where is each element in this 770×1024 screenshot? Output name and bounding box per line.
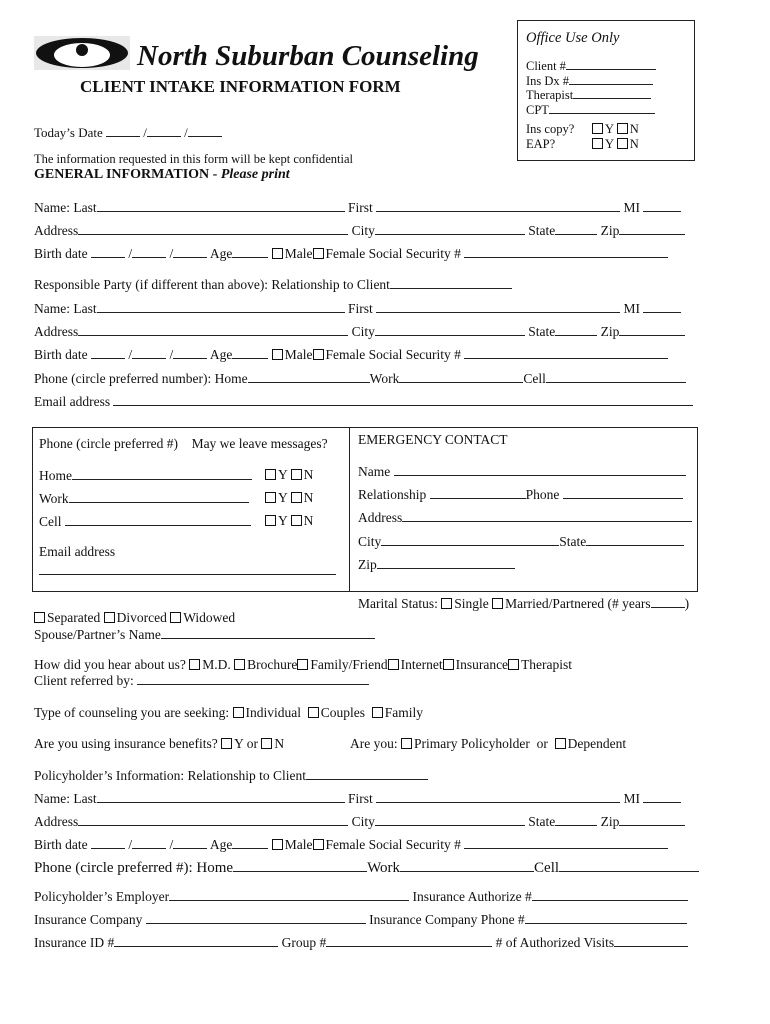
birth-month-field[interactable]: [91, 836, 125, 849]
emergency-city-field[interactable]: [381, 533, 559, 546]
male-label: Male: [284, 347, 313, 362]
spouse-label: Spouse/Partner’s Name: [34, 627, 161, 642]
client-birth-row: [34, 245, 668, 262]
insurance-id-field[interactable]: [114, 934, 278, 947]
office-use-title: Office Use Only: [526, 30, 620, 46]
work-message-no-checkbox[interactable]: [291, 492, 302, 503]
section-title: [34, 167, 290, 183]
primary-policyholder-label: Primary Policyholder: [414, 736, 530, 751]
birth-year-field[interactable]: [173, 836, 207, 849]
referred-by-label: Client referred by:: [34, 673, 134, 688]
birth-year-field[interactable]: [173, 245, 207, 258]
male-label: Male: [284, 837, 313, 852]
client-address-field[interactable]: [78, 222, 348, 235]
age-label: Age: [209, 837, 233, 852]
referral-internet-checkbox[interactable]: [388, 659, 399, 670]
yes-label: Y: [234, 736, 244, 751]
slash: /: [169, 246, 174, 261]
male-label: Male: [284, 246, 313, 261]
responsible-party-label: Responsible Party (if different than above): Relationship to Client: [34, 277, 390, 292]
close-paren: ): [684, 596, 690, 611]
name-last-label: Name: Last: [34, 791, 97, 806]
box-cell-phone-field[interactable]: [65, 513, 251, 526]
address-label: Address: [34, 223, 79, 238]
counseling-type-row: [34, 705, 423, 721]
ph-state-field[interactable]: [555, 813, 597, 826]
emergency-name-field[interactable]: [394, 463, 686, 476]
separated-checkbox[interactable]: [34, 612, 45, 623]
age-label: Age: [209, 347, 233, 362]
date-day-field[interactable]: [147, 124, 181, 137]
dependent-label: Dependent: [567, 736, 627, 751]
slash: /: [128, 246, 133, 261]
employer-field[interactable]: [169, 888, 409, 901]
single-label: Single: [454, 596, 489, 611]
home-label: Home: [39, 468, 72, 483]
name-label: Name: [358, 464, 391, 479]
eap-label: EAP?: [526, 137, 556, 151]
therapist-label: Therapist: [526, 88, 574, 102]
client-zip-field[interactable]: [619, 222, 685, 235]
org-name: North Suburban Counseling: [137, 40, 479, 72]
birth-day-field[interactable]: [132, 245, 166, 258]
ins-dx-field[interactable]: [569, 72, 653, 85]
resp-work-phone-field[interactable]: [399, 370, 523, 383]
address-label: Address: [34, 814, 79, 829]
cell-label: Cell: [534, 860, 560, 876]
resp-home-phone-field[interactable]: [248, 370, 370, 383]
eap-yes-checkbox[interactable]: [592, 138, 603, 149]
couples-checkbox[interactable]: [308, 707, 319, 718]
client-ssn-field[interactable]: [464, 245, 668, 258]
resp-phone-row: [34, 370, 686, 387]
emergency-relationship-field[interactable]: [430, 486, 526, 499]
cell-message-no-checkbox[interactable]: [291, 515, 302, 526]
insurance-company-row: [34, 911, 687, 928]
insurance-company-phone-label: Insurance Company Phone #: [369, 912, 525, 927]
policyholder-relationship-field[interactable]: [306, 767, 428, 780]
insurance-company-field[interactable]: [146, 911, 366, 924]
phone-box-title-row: [39, 436, 328, 452]
marital-status-row: [358, 595, 689, 612]
insurance-benefits-row: [34, 736, 284, 752]
cpt-field[interactable]: [549, 101, 655, 114]
resp-address-row: [34, 323, 685, 340]
client-name-row: [34, 199, 681, 216]
resp-email-field[interactable]: [113, 393, 693, 406]
address-label: Address: [358, 510, 403, 525]
box-home-phone-field[interactable]: [72, 467, 252, 480]
logo-eye-icon: [34, 36, 130, 70]
referral-insurance-label: Insurance: [455, 657, 509, 672]
city-label: City: [358, 534, 382, 549]
benefits-yes-checkbox[interactable]: [221, 738, 232, 749]
slash: /: [128, 837, 133, 852]
insurance-company-label: Insurance Company: [34, 912, 143, 927]
referral-insurance-checkbox[interactable]: [443, 659, 454, 670]
ph-birth-row: [34, 836, 668, 853]
group-label: Group #: [281, 935, 327, 950]
separated-label: Separated: [47, 610, 101, 625]
couples-label: Couples: [320, 705, 366, 720]
state-label: State: [528, 223, 556, 238]
zip-label: Zip: [600, 814, 620, 829]
emergency-contact-box: [350, 427, 698, 592]
resp-last-name-field[interactable]: [97, 300, 345, 313]
family-checkbox[interactable]: [372, 707, 383, 718]
work-label: Work: [39, 491, 69, 506]
work-label: Work: [369, 371, 400, 386]
therapist-field[interactable]: [573, 86, 651, 99]
first-label: First: [347, 301, 373, 316]
insurance-company-phone-field[interactable]: [525, 911, 687, 924]
or-label: or: [246, 736, 258, 751]
referral-internet-label: Internet: [400, 657, 443, 672]
referral-row: [34, 657, 572, 673]
female-checkbox[interactable]: [313, 248, 324, 259]
male-checkbox[interactable]: [272, 839, 283, 850]
resp-first-name-field[interactable]: [376, 300, 620, 313]
birth-date-label: Birth date: [34, 347, 88, 362]
marital-status-label: Marital Status:: [358, 596, 438, 611]
cpt-label: CPT: [526, 103, 549, 117]
emergency-phone-field[interactable]: [563, 486, 683, 499]
client-first-name-field[interactable]: [376, 199, 620, 212]
ssn-label: Social Security #: [368, 246, 461, 261]
ph-first-name-field[interactable]: [376, 790, 620, 803]
referral-therapist-checkbox[interactable]: [508, 659, 519, 670]
resp-email-row: [34, 393, 693, 410]
ins-copy-no-checkbox[interactable]: [617, 123, 628, 134]
primary-policyholder-checkbox[interactable]: [401, 738, 412, 749]
no-label: N: [274, 736, 285, 751]
birth-day-field[interactable]: [132, 346, 166, 359]
individual-label: Individual: [245, 705, 301, 720]
phone-circle-label: Phone (circle preferred number): Home: [34, 371, 248, 386]
no-label: N: [303, 490, 314, 505]
box-email-field[interactable]: [39, 562, 336, 575]
female-checkbox[interactable]: [313, 839, 324, 850]
ph-zip-field[interactable]: [619, 813, 685, 826]
insurance-id-label: Insurance ID #: [34, 935, 115, 950]
benefits-question: Are you using insurance benefits?: [34, 736, 218, 751]
form-title: CLIENT INTAKE INFORMATION FORM: [80, 77, 401, 96]
ph-phone-row: [34, 859, 699, 877]
employer-label: Policyholder’s Employer: [34, 889, 170, 904]
no-label: N: [629, 122, 639, 136]
box-work-phone-field[interactable]: [69, 490, 249, 503]
state-label: State: [559, 534, 587, 549]
zip-label: Zip: [358, 557, 377, 572]
client-state-field[interactable]: [555, 222, 597, 235]
first-label: First: [347, 791, 373, 806]
first-label: First: [347, 200, 373, 215]
yes-label: Y: [278, 467, 288, 482]
client-address-row: [34, 222, 685, 239]
resp-name-row: [34, 300, 681, 317]
are-you-label: Are you:: [350, 736, 398, 751]
mi-label: MI: [623, 791, 640, 806]
resp-zip-field[interactable]: [619, 323, 685, 336]
dependent-checkbox[interactable]: [555, 738, 566, 749]
work-label: Work: [367, 860, 401, 876]
referral-therapist-label: Therapist: [521, 657, 573, 672]
referral-question: How did you hear about us?: [34, 657, 186, 672]
name-last-label: Name: Last: [34, 200, 97, 215]
no-label: N: [303, 513, 314, 528]
yes-label: Y: [278, 513, 288, 528]
birth-year-field[interactable]: [173, 346, 207, 359]
resp-address-field[interactable]: [78, 323, 348, 336]
work-message-yes-checkbox[interactable]: [265, 492, 276, 503]
ssn-label: Social Security #: [368, 837, 461, 852]
ph-city-field[interactable]: [375, 813, 525, 826]
phone-box-title: Phone (circle preferred #): [39, 436, 179, 451]
responsible-relationship-field[interactable]: [390, 276, 512, 289]
ssn-label: Social Security #: [368, 347, 461, 362]
home-message-no-checkbox[interactable]: [291, 469, 302, 480]
widowed-label: Widowed: [183, 610, 236, 625]
cell-label: Cell: [523, 371, 546, 386]
or-label: or: [536, 736, 548, 751]
cell-message-yes-checkbox[interactable]: [265, 515, 276, 526]
resp-city-field[interactable]: [375, 323, 525, 336]
relationship-label: Relationship: [358, 487, 427, 502]
name-last-label: Name: Last: [34, 301, 97, 316]
birth-date-label: Birth date: [34, 246, 88, 261]
ph-mi-field[interactable]: [643, 790, 681, 803]
resp-age-field[interactable]: [232, 346, 268, 359]
mi-label: MI: [623, 301, 640, 316]
male-checkbox[interactable]: [272, 349, 283, 360]
date-month-field[interactable]: [106, 124, 140, 137]
ph-address-row: [34, 813, 685, 830]
married-label: Married/Partnered (# years: [505, 596, 651, 611]
phone-label: Phone: [525, 487, 560, 502]
are-you-row: [350, 736, 626, 752]
ph-name-row: [34, 790, 681, 807]
ph-last-name-field[interactable]: [97, 790, 345, 803]
ph-cell-phone-field[interactable]: [559, 859, 699, 872]
group-field[interactable]: [326, 934, 492, 947]
single-checkbox[interactable]: [441, 598, 452, 609]
counseling-question: Type of counseling you are seeking:: [34, 705, 230, 720]
referred-by-field[interactable]: [137, 672, 369, 685]
responsible-party-row: [34, 276, 512, 293]
ph-work-phone-field[interactable]: [400, 859, 534, 872]
date-year-field[interactable]: [188, 124, 222, 137]
ins-dx-label: Ins Dx #: [526, 74, 570, 88]
policyholder-info-label: Policyholder’s Information: Relationship to Client: [34, 768, 306, 783]
female-checkbox[interactable]: [313, 349, 324, 360]
spouse-name-field[interactable]: [161, 626, 375, 639]
resp-mi-field[interactable]: [643, 300, 681, 313]
referral-brochure-checkbox[interactable]: [234, 659, 245, 670]
authorized-visits-field[interactable]: [614, 934, 688, 947]
spouse-row: [34, 626, 375, 643]
mi-label: MI: [623, 200, 640, 215]
state-label: State: [528, 814, 556, 829]
slash: /: [169, 837, 174, 852]
client-mi-field[interactable]: [643, 199, 681, 212]
confidential-note: The information requested in this form will be kept confidential: [34, 152, 354, 166]
client-last-name-field[interactable]: [97, 199, 345, 212]
ph-address-field[interactable]: [78, 813, 348, 826]
referral-family-checkbox[interactable]: [297, 659, 308, 670]
employer-row: [34, 888, 688, 905]
client-city-field[interactable]: [375, 222, 525, 235]
authorize-field[interactable]: [532, 888, 688, 901]
individual-checkbox[interactable]: [233, 707, 244, 718]
authorize-label: Insurance Authorize #: [412, 889, 532, 904]
yes-label: Y: [278, 490, 288, 505]
age-label: Age: [209, 246, 233, 261]
emergency-state-field[interactable]: [586, 533, 684, 546]
city-label: City: [351, 324, 375, 339]
female-label: Female: [325, 246, 366, 261]
authorized-visits-label: # of Authorized Visits: [495, 935, 615, 950]
emergency-title: EMERGENCY CONTACT: [358, 432, 508, 447]
male-checkbox[interactable]: [272, 248, 283, 259]
box-email-label: Email address: [39, 544, 116, 559]
policyholder-info-row: [34, 767, 428, 784]
yes-label: Y: [605, 137, 614, 151]
birth-month-field[interactable]: [91, 346, 125, 359]
divorced-label: Divorced: [116, 610, 167, 625]
birth-month-field[interactable]: [91, 245, 125, 258]
state-label: State: [528, 324, 556, 339]
emergency-zip-field[interactable]: [377, 556, 515, 569]
ph-ssn-field[interactable]: [464, 836, 668, 849]
marital-status-row-2: [34, 610, 235, 626]
married-years-field[interactable]: [651, 595, 685, 608]
divorced-checkbox[interactable]: [104, 612, 115, 623]
home-message-yes-checkbox[interactable]: [265, 469, 276, 480]
city-label: City: [351, 814, 375, 829]
family-label: Family: [384, 705, 424, 720]
no-label: N: [303, 467, 314, 482]
resp-cell-phone-field[interactable]: [546, 370, 686, 383]
resp-ssn-field[interactable]: [464, 346, 668, 359]
client-age-field[interactable]: [232, 245, 268, 258]
female-label: Female: [325, 347, 366, 362]
resp-birth-row: [34, 346, 668, 363]
birth-day-field[interactable]: [132, 836, 166, 849]
ph-home-phone-field[interactable]: [233, 859, 367, 872]
referral-md-checkbox[interactable]: [189, 659, 200, 670]
insurance-id-row: [34, 934, 688, 951]
slash: /: [128, 347, 133, 362]
address-label: Address: [34, 324, 79, 339]
female-label: Female: [325, 837, 366, 852]
benefits-no-checkbox[interactable]: [261, 738, 272, 749]
zip-label: Zip: [600, 223, 620, 238]
todays-date-label: Today’s Date: [34, 125, 103, 140]
section-note: Please print: [220, 167, 290, 182]
referral-md-label: M.D.: [202, 657, 231, 672]
client-number-label: Client #: [526, 59, 566, 73]
referral-family-label: Family/Friend: [310, 657, 388, 672]
phone-preferences-box: [32, 427, 350, 592]
zip-label: Zip: [600, 324, 620, 339]
married-checkbox[interactable]: [492, 598, 503, 609]
widowed-checkbox[interactable]: [170, 612, 181, 623]
city-label: City: [351, 223, 375, 238]
no-label: N: [629, 137, 639, 151]
phone-circle-label: Phone (circle preferred #): Home: [34, 860, 234, 876]
client-number-field[interactable]: [566, 57, 656, 70]
cell-label: Cell: [39, 514, 62, 529]
slash: /: [184, 125, 188, 140]
ins-copy-label: Ins copy?: [526, 122, 575, 136]
eap-no-checkbox[interactable]: [617, 138, 628, 149]
section-title-text: GENERAL INFORMATION -: [34, 167, 221, 182]
yes-label: Y: [605, 122, 614, 136]
todays-date-row: [34, 124, 222, 141]
slash: /: [169, 347, 174, 362]
birth-date-label: Birth date: [34, 837, 88, 852]
slash: /: [143, 125, 147, 140]
leave-messages-label: May we leave messages?: [191, 436, 328, 451]
ins-copy-yes-checkbox[interactable]: [592, 123, 603, 134]
office-use-box: [517, 20, 695, 161]
referred-by-row: [34, 672, 369, 689]
emergency-address-field[interactable]: [402, 509, 692, 522]
resp-state-field[interactable]: [555, 323, 597, 336]
referral-brochure-label: Brochure: [247, 657, 298, 672]
email-label: Email address: [34, 394, 111, 409]
ph-age-field[interactable]: [232, 836, 268, 849]
